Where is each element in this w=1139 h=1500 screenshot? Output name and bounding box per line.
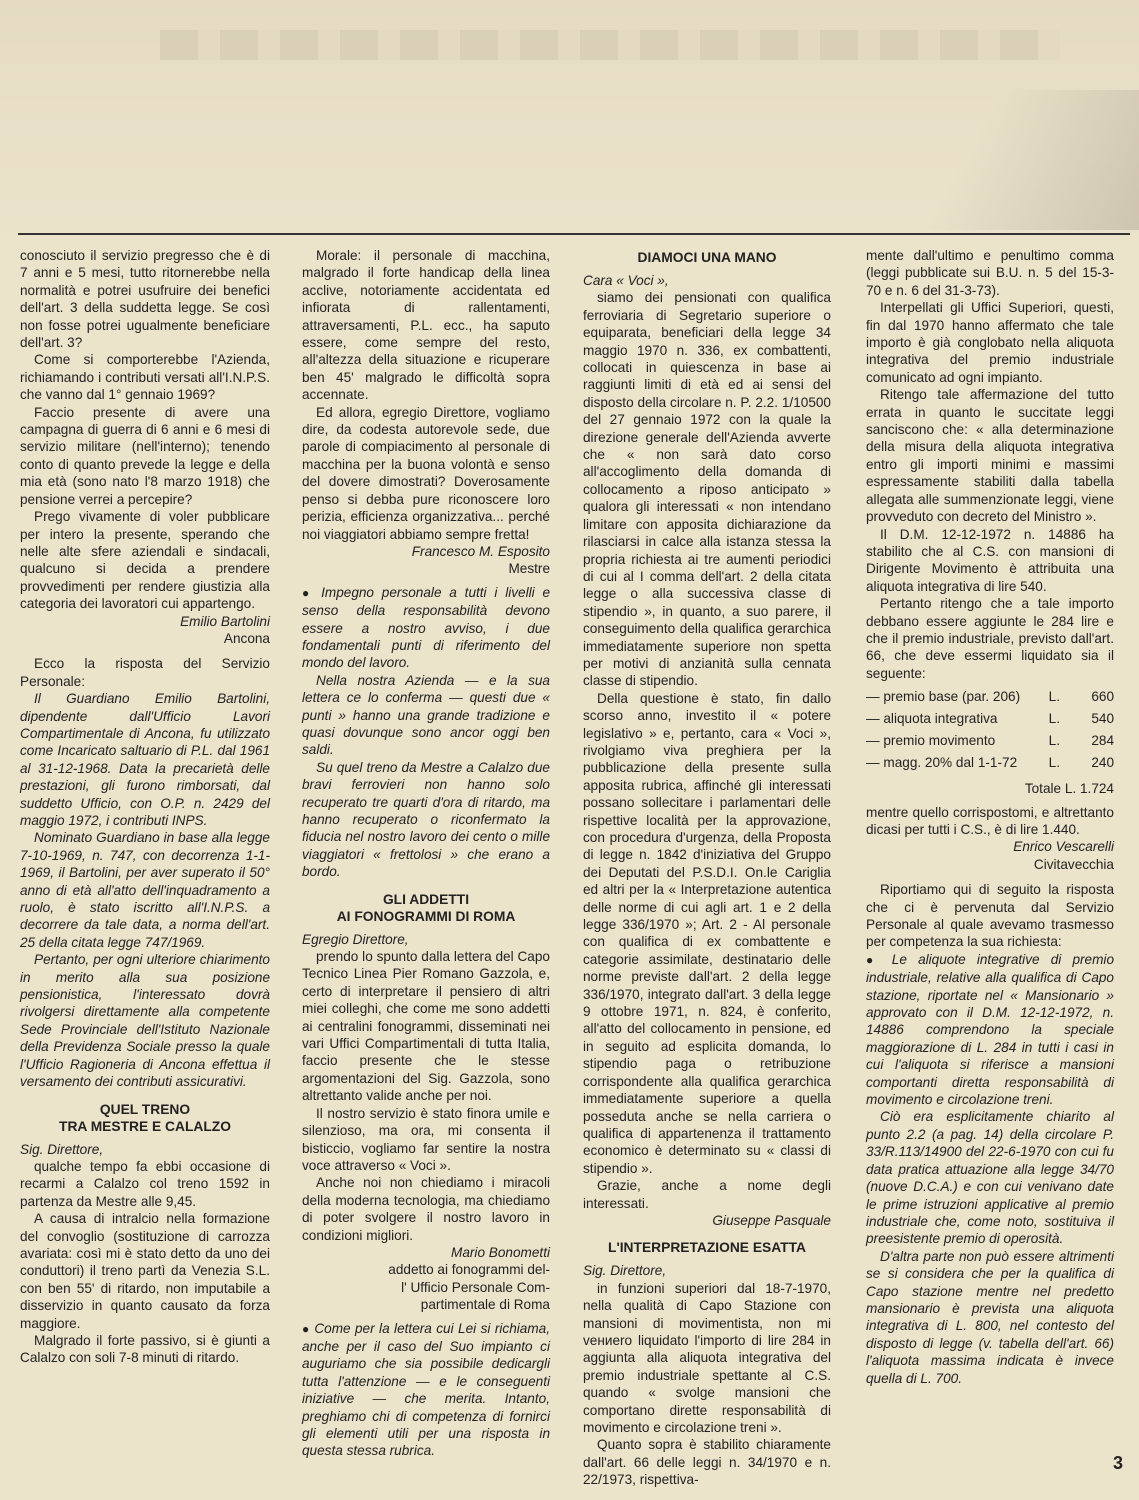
amount-currency: L.: [1048, 755, 1060, 771]
amount-label: — aliquota integrativa: [866, 711, 998, 727]
heading-line: DIAMOCI UNA MANO: [637, 250, 777, 265]
signature-name: Emilio Bartolini: [180, 613, 270, 629]
signature: [302, 543, 550, 578]
salutation: Sig. Direttore,: [20, 1141, 104, 1157]
faded-headline: [160, 30, 1060, 60]
page-number: 3: [1112, 1453, 1123, 1473]
paragraph: Pertanto ritengo che a tale importo debbano essere aggiunte le 284 lire e che il premio industriale, previsto dall'art. 66, che deve essermi liquidato sia il seguente:: [866, 596, 1114, 681]
column-4: [866, 247, 1114, 1387]
paragraph: Ritengo tale affermazione del tutto errata in quanto le succitate leggi sanciscono che: « alla determinazione della misura della aliquota integrativa entro gli importi minimi e massimi espressamente stabiliti dalla tabella allegata alle summenzionate leggi, viene provveduto con decreto del Ministro ».: [866, 387, 1114, 525]
amount-row: [866, 688, 1114, 710]
reply-paragraph: Il Guardiano Emilio Bartolini, dipendente dall'Ufficio Lavori Compartimentale di Ancona, fu utilizzato come Incaricato saltuario di P.L. dal 1961 al 31-12-1968. Data la precarietà delle prestazioni, gli furono rimborsati, dal suddetto Ufficio, con O.P. n. 2429 del maggio 1972, i contributi INPS.: [20, 691, 270, 828]
paragraph: Riportiamo qui di seguito la risposta che ci è pervenuta dal Servizio Personale al quale avevamo trasmesso per competenza la sua richiesta:: [866, 882, 1114, 950]
signature-line: l' Ufficio Personale Com-: [401, 1279, 550, 1295]
column-3: [583, 247, 831, 1489]
paragraph: A causa di intralcio nella formazione del convoglio (sostituzione di carrozza avariata: così mi è stato detto da uno dei conduttori) il treno partì da Venezia S.L. con ben 55' di ritardo, non imputabile a disservizio in quanto causato da forza maggiore.: [20, 1211, 270, 1331]
signature-place: Civitavecchia: [1033, 856, 1114, 872]
reply-paragraph: Le aliquote integrative di premio industriale, relative alla qualifica di Capo stazione, riportate nel « Mansionario » approvato con il D.M. 12-12-1972, n. 14886 comprendono la speciale maggiorazione di L. 284 in tutti i casi in cui l'aliquota si riferisce a mansioni comportanti diretta responsabilità di movimento e circolazione treni.: [866, 951, 1115, 1108]
section-heading: [302, 891, 550, 925]
amount-list: [866, 688, 1114, 776]
amount-value: 240: [1091, 755, 1115, 771]
signature-name: Francesco M. Esposito: [411, 543, 550, 559]
paragraph: Interpellati gli Uffici Superiori, questi, fin dal 1970 hanno affermato che tale importo è già conglobato nella aliquota integrativa del premio industriale comunicato ad ogni impianto.: [866, 300, 1114, 385]
amount-label: — magg. 20% dal 1-1-72: [866, 755, 1018, 771]
header-rule: [18, 233, 1130, 235]
heading-line: L'INTERPRETAZIONE ESATTA: [608, 1240, 806, 1256]
signature-line: addetto ai fonogrammi del-: [388, 1262, 550, 1278]
column-1: [20, 247, 270, 1367]
amount-row: [866, 710, 1114, 732]
amount-label: — premio movimento: [866, 733, 996, 749]
amount-total: Totale L. 1.724: [1024, 781, 1114, 797]
amount-currency: L.: [1048, 711, 1060, 727]
paragraph: qualche tempo fa ebbi occasione di recarmi a Calalzo col treno 1592 in partenza da Mestre alle 9,45.: [20, 1158, 270, 1209]
reply-paragraph: Su quel treno da Mestre a Calalzo due bravi ferrovieri non hanno solo recuperato tre quarti d'ora di ritardo, ma hanno recuperato o riconfermato la fiducia nel nostro lavoro dei cento o mille viaggiatori « frettolosi » che erano a bordo.: [302, 759, 550, 880]
amount-value: 540: [1091, 711, 1115, 727]
section-heading: [20, 1101, 270, 1135]
amount-row: [866, 732, 1114, 754]
paragraph: Grazie, anche a nome degli interessati.: [583, 1178, 831, 1211]
paragraph: Come si comporterebbe l'Azienda, richiamando i contributi versati all'I.N.P.S. che vanno dal 1° gennaio 1969?: [20, 352, 270, 403]
paragraph: siamo dei pensionati con qualifica ferroviaria di Segretario superiore o equiparata, beneficiari della legge 34 maggio 1970 n. 336, ex combattenti, collocati in quiescenza in base ai raggiunti limiti di età ed ai sensi del disposto della circolare n. P. 2.2. 1/10500 del 27 gennaio 1972 con la quale la direzione generale dell'Azienda avverte che « non sarà dato corso all'accoglimento della domanda di collocamento a riposo anticipato » qualora gli interessati « non intendano limitare con apposita dichiarazione da rilasciarsi in calce alla istanza stessa la propria richiesta ai tre aumenti periodici di cui al I comma dell'art. 2 della citata legge o alla successiva classe di stipendio », in quanto, a suo parere, il conseguimento della qualifica gerarchica immediatamente superiore non spetta per motivi di anzianità sulla cennata classe di stipendio.: [583, 290, 831, 689]
photo-shadow: [859, 90, 1139, 230]
section-heading: [583, 249, 831, 266]
signature: [583, 1212, 831, 1229]
bullet-icon: ●: [866, 952, 881, 967]
signature: [20, 613, 270, 648]
paragraph: Morale: il personale di macchina, malgrado il forte handicap della linea acclive, notoriamente accidentata ed infiorata di rallentamenti, attraversamenti, P.L. ecc., ha saputo essere, come sempre del resto, all'altezza della situazione e ricuperare ben 45' malgrado le difficoltà sopra accennate.: [302, 248, 550, 403]
paragraph: Prego vivamente di voler pubblicare per intero la presente, sperando che nelle alte sfere aziendali e sindacali, qualcuno si decida a prendere provvedimenti per rendere giustizia alla categoria dei lavoratori cui appartengo.: [20, 509, 270, 612]
heading-line: QUEL TRENO: [99, 1101, 191, 1117]
paragraph: prendo lo spunto dalla lettera del Capo Tecnico Linea Pier Romano Gazzola, e, certo di interpretare il pensiero di altri miei colleghi, che come me sono addetti ai centralini fonogrammi, disseminati nei vari Uffici Compartimentali di tutta Italia, faccio presente che le stesse argomentazioni del Sig. Gazzola, sono altrettanto valide anche per noi.: [302, 949, 550, 1104]
paragraph: Anche noi non chiediamo i miracoli della moderna tecnologia, ma chiediamo di poter svolgere il nostro lavoro in condizioni migliori.: [302, 1175, 550, 1243]
salutation: Sig. Direttore,: [583, 1263, 667, 1279]
signature-name: Mario Bonometti: [451, 1244, 550, 1260]
reply-paragraph: Pertanto, per ogni ulteriore chiarimento in merito alla sua posizione pensionistica, l'interessato dovrà rivolgersi direttamente alla competente Sede Provinciale dell'Istituto Nazionale della Previdenza Sociale presso la quale l'Ufficio Ragioneria di Ancona effettua il versamento dei contributi assicurativi.: [20, 952, 270, 1090]
paragraph: Quanto sopra è stabilito chiaramente dall'art. 66 delle leggi n. 34/1970 e n. 22/1973, rispettiva-: [583, 1437, 831, 1488]
paragraph: conosciuto il servizio pregresso che è di 7 anni e 5 mesi, tutto ritornerebbe nella normalità e potrei usufruire dei benefici dell'art. 3 della suddetta legge. Se così non fosse potrei ugualmente beneficiare dell'art. 3?: [20, 248, 270, 351]
salutation: Egregio Direttore,: [302, 931, 409, 947]
reply-paragraph: Come per la lettera cui Lei si richiama, anche per il caso del Suo impianto ci auguriamo che sia possibile dedicargli tutta l'attenzione — e le conseguenti iniziative — che merita. Intanto, preghiamo chi di competenza di fornirci gli elementi utili per una risposta in questa stessa rubrica.: [302, 1320, 550, 1459]
reply-paragraph: D'altra parte non può essere altrimenti se si considera che per la qualifica di Capo stazione mentre nel predetto mansionario è prevista una aliquota integrativa di L. 800, nel contesto del disposto di legge (v. tabella dell'art. 66) l'aliquota massima indicata è invece quella di L. 700.: [866, 1248, 1114, 1386]
heading-line: AI FONOGRAMMI DI ROMA: [336, 908, 516, 924]
paragraph: in funzioni superiori dal 18-7-1970, nella qualità di Capo Stazione con mansioni di movimentista, non mi vениero liquidato l'importo di lire 284 in aggiunta alla aliquota integrativa del premio industriale spettante al C.S. quando « svolge mansioni che comportano dirette responsabilità di movimento e circolazione treni ».: [583, 1280, 831, 1435]
section-heading: [583, 1239, 831, 1256]
signature-name: Enrico Vescarelli: [1013, 839, 1114, 855]
salutation: Cara « Voci »,: [583, 273, 669, 288]
amount-value: 284: [1091, 733, 1115, 749]
paragraph: Il nostro servizio è stato finora umile e silenzioso, ma ora, mi consenta il bisticcio, vogliamo far sentire la nostra voce attraverso « Voci ».: [302, 1105, 550, 1173]
paragraph: Il D.M. 12-12-1972 n. 14886 ha stabilito che al C.S. con mansioni di Dirigente Movimento è attribuita una aliquota integrativa di lire 540.: [866, 526, 1114, 594]
bullet-icon: ●: [302, 585, 314, 600]
amount-label: — premio base (par. 206): [866, 689, 1021, 705]
paragraph: Ecco la risposta del Servizio Personale:: [20, 656, 270, 689]
amount-currency: L.: [1048, 689, 1060, 705]
top-photo-band: [0, 0, 1139, 232]
heading-line: GLI ADDETTI: [382, 891, 470, 907]
column-2: [302, 247, 550, 1460]
paragraph: Malgrado il forte passivo, si è giunti a Calalzo con soli 7-8 minuti di ritardo.: [20, 1332, 270, 1366]
amount-value: 660: [1091, 689, 1115, 705]
paragraph: Faccio presente di avere una campagna di guerra di 6 anni e 6 mesi di servizio militare (nell'interno); tenendo conto di quanto prevede la legge e della mia età (sono nato l'8 marzo 1918) che pensione verrei a percepire?: [20, 404, 270, 507]
signature: [302, 1244, 550, 1314]
signature: [866, 838, 1114, 873]
reply-paragraph: Ciò era esplicitamente chiarito al punto 2.2 (a pag. 14) della circolare P. 33/R.113/14900 del 22-6-1970 con cui fu data pratica attuazione alla legge 34/70 (nuove D.C.A.) e con cui venivano date le prime istruzioni applicative al premio industriale che, come noto, sostituiva il preesistente premio di operosità.: [866, 1109, 1114, 1247]
reply-paragraph: Nella nostra Azienda — e la sua lettera ce lo conferma — questi due « punti » hanno una grande tradizione e quasi dovunque sono ancor oggi ben saldi.: [302, 672, 550, 758]
signature-name: Giuseppe Pasquale: [712, 1212, 831, 1228]
heading-line: TRA MESTRE E CALALZO: [59, 1118, 231, 1134]
reply-paragraph: Nominato Guardiano in base alla legge 7-10-1969, n. 747, con decorrenza 1-1-1969, il Bartolini, per aver superato il 50° anno di età all'atto dell'inquadramento a ruolo, è stato iscritto all'I.N.P.S. a decorrere da tale data, a norma dell'art. 25 della citata legge 747/1969.: [20, 830, 270, 950]
paragraph: mentre quello corrispostomi, e altrettanto dicasi per tutti i C.S., è di lire 1.440.: [866, 804, 1114, 837]
reply-paragraph: Impegno personale a tutti i livelli e senso della responsabilità devono essere a nostro avviso, i due fondamentali punti di riferimento del mondo del lavoro.: [302, 584, 551, 671]
paragraph: Ed allora, egregio Direttore, vogliamo dire, da codesta autorevole sede, due parole di compiacimento al personale di macchina per la buona volontà e senso del dovere dimostrati? Doverosamente penso si debba pure riconoscere loro perizia, efficienza organizzativa... perché noi viaggiatori abbiamo sempre fretta!: [302, 404, 550, 542]
bullet-icon: ●: [302, 1321, 310, 1336]
signature-line: partimentale di Roma: [420, 1297, 550, 1313]
signature-place: Mestre: [508, 561, 550, 577]
paragraph: Della questione è stato, fin dallo scorso anno, investito il « potere legislativo » e, pertanto, cara « Voci », rivolgiamo viva preghiera per la pubblicazione della presente sulla apposita rubrica, affinché gli interessati possano sollecitare i parlamentari delle rispettive località per la approvazione, con procedura d'urgenza, della Proposta di legge n. 1842 d'iniziativa del Gruppo dei Deputati del P.S.D.I. On.le Cariglia ed altri per la « Interpretazione autentica delle norme di cui agli art. 1 e 2 della legge 336/1970 »; Art. 2 - Al personale con qualifica di ex combattente e categorie assimilate, destinatario delle norme previste dall'art. 2 della legge 336/1970, integrato dall'art. 3 della legge 9 ottobre 1971, n. 824, è conferito, all'atto del collocamento in pensione, ed in seguito ad esplicita domanda, lo stipendio paga o retribuzione corrispondente alla qualifica gerarchica immediatamente superiore a quella posseduta anche se nella carriera o qualifica di appartenenza il trattamento economico è determinato su « classi di stipendio ».: [583, 690, 831, 1176]
signature-place: Ancona: [223, 630, 270, 646]
amount-currency: L.: [1048, 733, 1060, 749]
amount-row: [866, 754, 1114, 776]
paragraph: mente dall'ultimo e penultimo comma (leggi pubblicate sui B.U. n. 5 del 15-3-70 e n. 6 del 31-3-73).: [866, 248, 1114, 298]
